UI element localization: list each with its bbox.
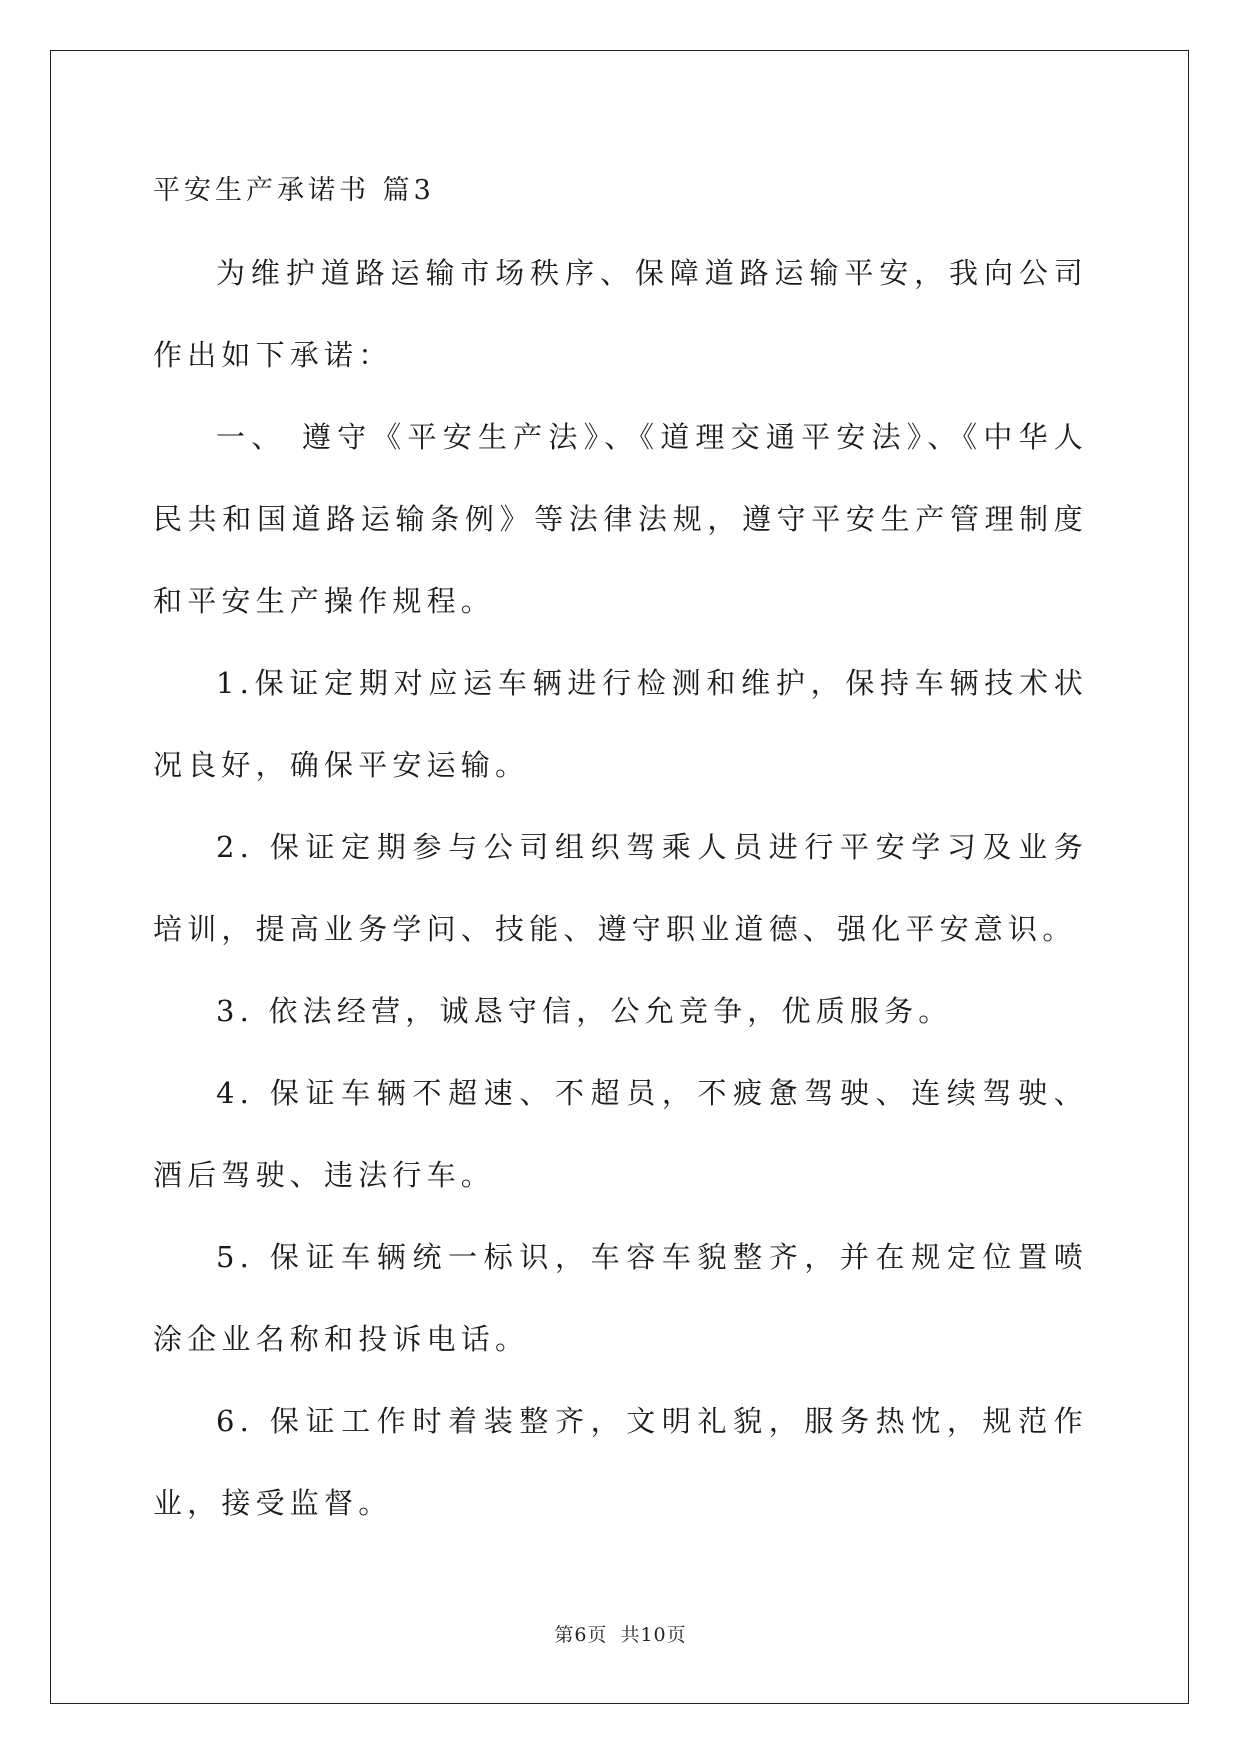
page-total: 共10页 bbox=[620, 1624, 687, 1646]
document-title: 平安生产承诺书 篇3 bbox=[153, 175, 435, 206]
paragraph-item-6: 6. 保证工作时着装整齐，文明礼貌，服务热忱，规范作业，接受监督。 bbox=[153, 1404, 1088, 1520]
page-footer bbox=[0, 1620, 1241, 1647]
paragraph-item-5: 5. 保证车辆统一标识，车容车貌整齐，并在规定位置喷涂企业名称和投诉电话。 bbox=[153, 1240, 1088, 1356]
document-body bbox=[153, 150, 1088, 1544]
page-number: 第6页 bbox=[554, 1624, 608, 1646]
paragraph-item-4: 4. 保证车辆不超速、不超员，不疲惫驾驶、连续驾驶、酒后驾驶、违法行车。 bbox=[153, 1076, 1088, 1192]
paragraph-intro: 为维护道路运输市场秩序、保障道路运输平安，我向公司作出如下承诺： bbox=[153, 256, 1088, 372]
paragraph-item-2: 2. 保证定期参与公司组织驾乘人员进行平安学习及业务培训，提高业务学问、技能、遵守职业道德、强化平安意识。 bbox=[153, 830, 1088, 946]
paragraph-item-1: 1.保证定期对应运车辆进行检测和维护，保持车辆技术状况良好，确保平安运输。 bbox=[153, 666, 1088, 782]
paragraph-item-one: 一、 遵守《平安生产法》、《道理交通平安法》、《中华人民共和国道路运输条例》等法律法规，遵守平安生产管理制度和平安生产操作规程。 bbox=[153, 420, 1088, 618]
paragraph-item-3: 3. 依法经营，诚恳守信，公允竞争，优质服务。 bbox=[216, 994, 953, 1028]
